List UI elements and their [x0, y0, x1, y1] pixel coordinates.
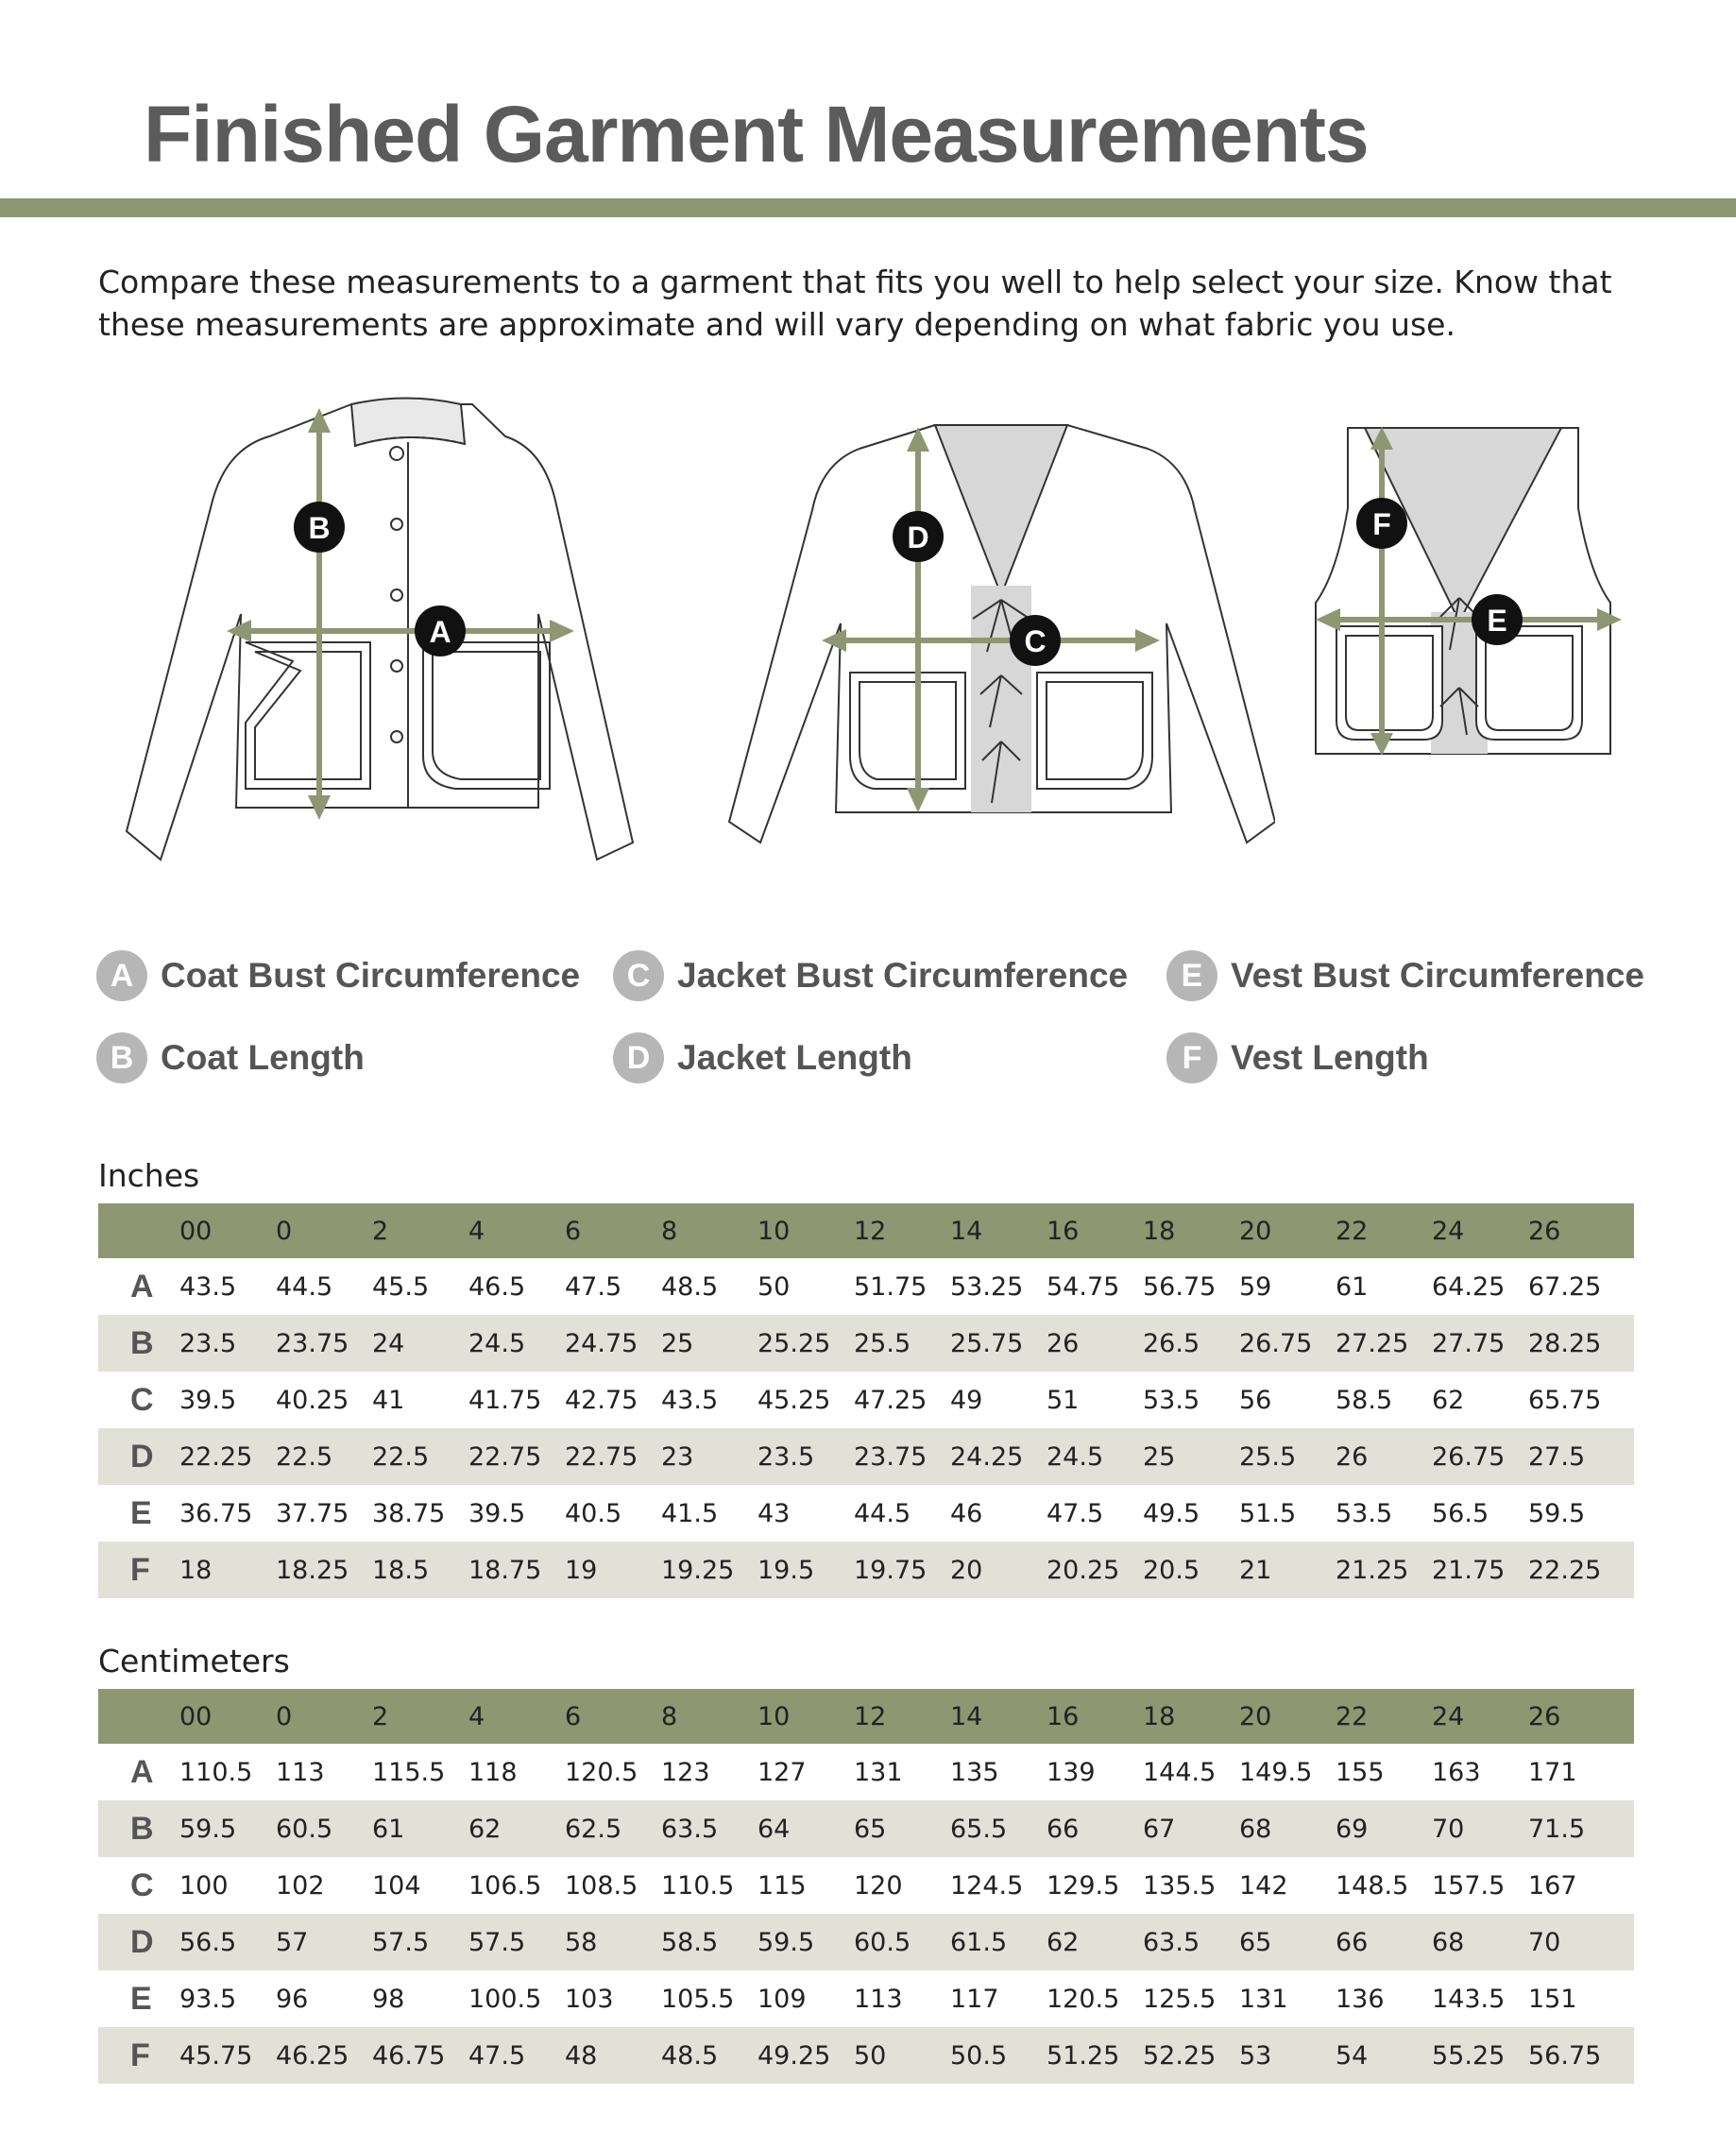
table-cell: 110.5 [661, 1870, 735, 1901]
table-cell: 63.5 [1143, 1927, 1200, 1957]
table-cell: 56.75 [1143, 1271, 1217, 1302]
table-cell: 142 [1239, 1870, 1288, 1901]
table-cell: 58 [565, 1927, 598, 1957]
size-header: 12 [854, 1701, 887, 1731]
table-cell: 65.5 [950, 1814, 1008, 1844]
table-cell: 93.5 [179, 1984, 237, 2014]
legend-item-e [1166, 947, 1644, 1004]
table-cell: 59.5 [757, 1927, 815, 1957]
table-cell: 57 [276, 1927, 309, 1957]
table-cell: 131 [1239, 1984, 1288, 2014]
table-cell: 51.25 [1047, 2040, 1120, 2071]
legend-item-b [96, 1030, 365, 1086]
table-cell: 37.75 [276, 1498, 349, 1528]
size-header: 14 [950, 1216, 983, 1246]
table-cell: 115.5 [372, 1757, 446, 1787]
size-header: 24 [1432, 1701, 1465, 1731]
svg-text:B: B [308, 511, 331, 545]
table-cell: 21 [1239, 1555, 1272, 1585]
table-cell: 25 [1143, 1441, 1176, 1472]
table-cell: 40.5 [565, 1498, 622, 1528]
table-cell: 69 [1336, 1814, 1369, 1844]
table-cell: 20.25 [1047, 1555, 1120, 1585]
intro-line-2: these measurements are approximate and will vary depending on what fabric you use. [98, 306, 1455, 343]
table-cell: 27.25 [1336, 1328, 1409, 1358]
table-cell: 24.5 [1047, 1441, 1104, 1472]
table-row [98, 1258, 1634, 1315]
table-cell: 103 [565, 1984, 614, 2014]
size-header: 10 [757, 1701, 791, 1731]
table-cell: 71.5 [1528, 1814, 1586, 1844]
table-cell: 53.5 [1336, 1498, 1393, 1528]
table-cell: 118 [468, 1757, 518, 1787]
table-cell: 120.5 [565, 1757, 638, 1787]
letter-e-icon: E [1166, 950, 1217, 1001]
table-cell: 23.5 [179, 1328, 237, 1358]
table-cell: 56.5 [1432, 1498, 1489, 1528]
table-cell: 18.75 [468, 1555, 542, 1585]
table-cell: 120.5 [1047, 1984, 1120, 2014]
table-cell: 100 [179, 1870, 229, 1901]
inches-table [98, 1203, 1634, 1598]
table-cell: 19.5 [757, 1555, 815, 1585]
table-cell: 61 [1336, 1271, 1369, 1302]
table-cell: 19.25 [661, 1555, 735, 1585]
size-header: 18 [1143, 1701, 1176, 1731]
table-cell: 18.25 [276, 1555, 349, 1585]
table-cell: 148.5 [1336, 1870, 1409, 1901]
table-cell: 64.25 [1432, 1271, 1506, 1302]
table-cell: 46 [950, 1498, 983, 1528]
table-cell: 139 [1047, 1757, 1096, 1787]
table-row [98, 1315, 1634, 1372]
table-cell: 41.5 [661, 1498, 719, 1528]
table-cell: 49.25 [757, 2040, 831, 2071]
size-header: 16 [1047, 1701, 1080, 1731]
table-cell: 65 [1239, 1927, 1272, 1957]
table-cell: 149.5 [1239, 1757, 1313, 1787]
table-cell: 48.5 [661, 2040, 719, 2071]
measurement-legend [96, 947, 1702, 1089]
legend-label: Jacket Bust Circumference [677, 956, 1129, 995]
table-row [98, 1542, 1634, 1598]
table-row [98, 1428, 1634, 1485]
table-cell: 62.5 [565, 1814, 622, 1844]
table-cell: 43.5 [661, 1385, 719, 1415]
table-cell: 24.5 [468, 1328, 526, 1358]
table-cell: 44.5 [276, 1271, 333, 1302]
jacket-illustration [718, 416, 1275, 869]
table-cell: 113 [276, 1757, 325, 1787]
letter-f-icon: F [1166, 1032, 1217, 1083]
size-header: 4 [468, 1701, 485, 1731]
table-cell: 45.75 [179, 2040, 253, 2071]
table-cell: 27.75 [1432, 1328, 1506, 1358]
table-cell: 43.5 [179, 1271, 237, 1302]
table-cell: 67 [1143, 1814, 1176, 1844]
size-header: 4 [468, 1216, 485, 1246]
table-cell: 22.5 [372, 1441, 430, 1472]
intro-line-1: Compare these measurements to a garment that fits you well to help select your size. Know that [98, 264, 1612, 300]
letter-d-icon: D [613, 1032, 664, 1083]
table-cell: 157.5 [1432, 1870, 1506, 1901]
size-header: 6 [565, 1216, 582, 1246]
row-label: F [130, 2037, 150, 2073]
table-cell: 49 [950, 1385, 983, 1415]
table-row [98, 1372, 1634, 1428]
table-cell: 129.5 [1047, 1870, 1120, 1901]
table-cell: 22.75 [565, 1441, 638, 1472]
table-cell: 23.75 [854, 1441, 928, 1472]
table-cell: 48.5 [661, 1271, 719, 1302]
centimeters-table [98, 1689, 1634, 2084]
table-cell: 144.5 [1143, 1757, 1217, 1787]
size-header: 14 [950, 1701, 983, 1731]
table-cell: 22.75 [468, 1441, 542, 1472]
size-header: 6 [565, 1701, 582, 1731]
table-cell: 96 [276, 1984, 309, 2014]
table-cell: 60.5 [276, 1814, 333, 1844]
table-cell: 123 [661, 1757, 710, 1787]
table-cell: 23 [661, 1441, 694, 1472]
size-header: 18 [1143, 1216, 1176, 1246]
table-cell: 65.75 [1528, 1385, 1602, 1415]
table-row [98, 2027, 1634, 2084]
table-cell: 23.5 [757, 1441, 815, 1472]
table-cell: 54.75 [1047, 1271, 1120, 1302]
table-cell: 60.5 [854, 1927, 911, 1957]
table-cell: 62 [468, 1814, 502, 1844]
marker-b-icon [294, 502, 345, 553]
table-row [98, 1914, 1634, 1970]
table-cell: 22.5 [276, 1441, 333, 1472]
size-header: 00 [179, 1216, 213, 1246]
table-header-row [98, 1203, 1634, 1258]
table-cell: 155 [1336, 1757, 1385, 1787]
table-cell: 66 [1336, 1927, 1369, 1957]
table-cell: 21.75 [1432, 1555, 1506, 1585]
row-label: D [130, 1923, 154, 1960]
table-cell: 167 [1528, 1870, 1577, 1901]
table-cell: 64 [757, 1814, 791, 1844]
svg-text:C: C [1024, 624, 1047, 658]
table-cell: 136 [1336, 1984, 1385, 2014]
table-cell: 38.75 [372, 1498, 446, 1528]
table-cell: 115 [757, 1870, 807, 1901]
row-label: E [130, 1980, 152, 2017]
table-cell: 24 [372, 1328, 405, 1358]
table-cell: 25.5 [854, 1328, 911, 1358]
legend-label: Coat Bust Circumference [161, 956, 581, 995]
table-row [98, 1857, 1634, 1914]
table-cell: 56 [1239, 1385, 1272, 1415]
table-header-row [98, 1689, 1634, 1744]
coat-illustration [113, 387, 680, 878]
table-cell: 53.5 [1143, 1385, 1200, 1415]
table-cell: 171 [1528, 1757, 1577, 1787]
size-header: 00 [179, 1701, 213, 1731]
table-cell: 44.5 [854, 1498, 911, 1528]
table-cell: 40.25 [276, 1385, 349, 1415]
table-cell: 53.25 [950, 1271, 1024, 1302]
table-cell: 48 [565, 2040, 598, 2071]
legend-item-f [1166, 1030, 1429, 1086]
table-cell: 25.25 [757, 1328, 831, 1358]
size-header: 8 [661, 1216, 678, 1246]
table-cell: 54 [1336, 2040, 1369, 2071]
svg-text:A: A [429, 615, 451, 649]
inches-heading: Inches [98, 1157, 200, 1194]
letter-a-icon: A [96, 950, 147, 1001]
intro-paragraph [98, 261, 1647, 346]
title-divider [0, 198, 1736, 217]
table-cell: 22.25 [179, 1441, 253, 1472]
table-cell: 43 [757, 1498, 791, 1528]
table-cell: 143.5 [1432, 1984, 1506, 2014]
table-cell: 55.25 [1432, 2040, 1506, 2071]
table-cell: 61.5 [950, 1927, 1008, 1957]
table-cell: 20.5 [1143, 1555, 1200, 1585]
table-cell: 63.5 [661, 1814, 719, 1844]
table-cell: 26.5 [1143, 1328, 1200, 1358]
table-cell: 151 [1528, 1984, 1577, 2014]
table-cell: 41 [372, 1385, 405, 1415]
table-cell: 135 [950, 1757, 999, 1787]
table-cell: 125.5 [1143, 1984, 1217, 2014]
table-cell: 108.5 [565, 1870, 638, 1901]
table-row [98, 1744, 1634, 1800]
table-cell: 26.75 [1432, 1441, 1506, 1472]
table-cell: 49.5 [1143, 1498, 1200, 1528]
table-cell: 102 [276, 1870, 325, 1901]
row-label: D [130, 1438, 154, 1475]
table-cell: 24.25 [950, 1441, 1024, 1472]
table-cell: 163 [1432, 1757, 1481, 1787]
table-cell: 22.25 [1528, 1555, 1602, 1585]
table-cell: 104 [372, 1870, 421, 1901]
table-cell: 100.5 [468, 1984, 542, 2014]
size-header: 24 [1432, 1216, 1465, 1246]
size-header: 0 [276, 1701, 293, 1731]
size-header: 26 [1528, 1701, 1561, 1731]
table-cell: 70 [1432, 1814, 1465, 1844]
table-cell: 105.5 [661, 1984, 735, 2014]
table-cell: 26 [1047, 1328, 1080, 1358]
size-header: 20 [1239, 1216, 1272, 1246]
table-cell: 127 [757, 1757, 807, 1787]
table-cell: 59.5 [1528, 1498, 1586, 1528]
table-cell: 109 [757, 1984, 807, 2014]
row-label: A [130, 1753, 154, 1790]
table-cell: 62 [1047, 1927, 1080, 1957]
legend-item-a [96, 947, 580, 1004]
table-cell: 36.75 [179, 1498, 253, 1528]
table-cell: 70 [1528, 1927, 1561, 1957]
legend-item-d [613, 1030, 912, 1086]
table-cell: 113 [854, 1984, 903, 2014]
table-cell: 39.5 [179, 1385, 237, 1415]
table-cell: 57.5 [372, 1927, 430, 1957]
legend-label: Jacket Length [677, 1038, 912, 1077]
vest-illustration [1308, 423, 1629, 763]
marker-c-icon [1010, 615, 1061, 666]
table-cell: 110.5 [179, 1757, 253, 1787]
table-cell: 98 [372, 1984, 405, 2014]
table-cell: 51.75 [854, 1271, 928, 1302]
table-cell: 41.75 [468, 1385, 542, 1415]
table-cell: 47.5 [468, 2040, 526, 2071]
table-cell: 25.75 [950, 1328, 1024, 1358]
row-label: C [130, 1867, 154, 1903]
marker-e-icon [1472, 594, 1523, 645]
size-header: 22 [1336, 1216, 1369, 1246]
table-cell: 61 [372, 1814, 405, 1844]
table-cell: 18.5 [372, 1555, 430, 1585]
table-cell: 124.5 [950, 1870, 1024, 1901]
table-cell: 25 [661, 1328, 694, 1358]
table-cell: 18 [179, 1555, 213, 1585]
svg-text:E: E [1487, 604, 1507, 638]
table-cell: 117 [950, 1984, 999, 2014]
marker-a-icon [415, 605, 466, 656]
table-cell: 51 [1047, 1385, 1080, 1415]
table-cell: 65 [854, 1814, 887, 1844]
table-cell: 47.25 [854, 1385, 928, 1415]
legend-item-c [613, 947, 1128, 1004]
table-cell: 53 [1239, 2040, 1272, 2071]
table-cell: 120 [854, 1870, 903, 1901]
table-cell: 47.5 [1047, 1498, 1104, 1528]
size-header: 10 [757, 1216, 791, 1246]
table-cell: 68 [1432, 1927, 1465, 1957]
table-cell: 28.25 [1528, 1328, 1602, 1358]
size-header: 26 [1528, 1216, 1561, 1246]
table-cell: 25.5 [1239, 1441, 1297, 1472]
row-label: B [130, 1324, 154, 1361]
table-cell: 23.75 [276, 1328, 349, 1358]
table-cell: 59 [1239, 1271, 1272, 1302]
table-cell: 46.25 [276, 2040, 349, 2071]
row-label: F [130, 1551, 150, 1588]
size-header: 0 [276, 1216, 293, 1246]
table-cell: 135.5 [1143, 1870, 1217, 1901]
row-label: C [130, 1381, 154, 1418]
legend-label: Vest Length [1231, 1038, 1429, 1077]
centimeters-heading: Centimeters [98, 1643, 290, 1679]
table-cell: 42.75 [565, 1385, 638, 1415]
size-header: 16 [1047, 1216, 1080, 1246]
table-cell: 57.5 [468, 1927, 526, 1957]
size-header: 8 [661, 1701, 678, 1731]
marker-f-icon [1356, 498, 1407, 549]
table-cell: 24.75 [565, 1328, 638, 1358]
size-header: 2 [372, 1216, 389, 1246]
svg-text:D: D [907, 520, 929, 554]
legend-label: Vest Bust Circumference [1231, 956, 1645, 995]
table-cell: 67.25 [1528, 1271, 1602, 1302]
table-cell: 27.5 [1528, 1441, 1586, 1472]
row-label: B [130, 1810, 154, 1847]
table-cell: 20 [950, 1555, 983, 1585]
row-label: E [130, 1494, 152, 1531]
svg-text:F: F [1372, 507, 1391, 541]
marker-d-icon [893, 511, 944, 562]
table-cell: 50.5 [950, 2040, 1008, 2071]
size-header: 12 [854, 1216, 887, 1246]
letter-c-icon: C [613, 950, 664, 1001]
table-cell: 106.5 [468, 1870, 542, 1901]
table-cell: 56.5 [179, 1927, 237, 1957]
table-cell: 19 [565, 1555, 598, 1585]
table-cell: 51.5 [1239, 1498, 1297, 1528]
table-cell: 56.75 [1528, 2040, 1602, 2071]
table-row [98, 1485, 1634, 1542]
table-row [98, 1970, 1634, 2027]
table-cell: 58.5 [661, 1927, 719, 1957]
table-cell: 21.25 [1336, 1555, 1409, 1585]
table-cell: 66 [1047, 1814, 1080, 1844]
table-cell: 50 [757, 1271, 791, 1302]
table-cell: 52.25 [1143, 2040, 1217, 2071]
table-cell: 46.75 [372, 2040, 446, 2071]
table-cell: 50 [854, 2040, 887, 2071]
table-cell: 19.75 [854, 1555, 928, 1585]
table-cell: 39.5 [468, 1498, 526, 1528]
size-header: 22 [1336, 1701, 1369, 1731]
table-cell: 26.75 [1239, 1328, 1313, 1358]
table-cell: 68 [1239, 1814, 1272, 1844]
size-header: 2 [372, 1701, 389, 1731]
legend-label: Coat Length [161, 1038, 365, 1077]
table-cell: 26 [1336, 1441, 1369, 1472]
table-cell: 45.5 [372, 1271, 430, 1302]
table-cell: 47.5 [565, 1271, 622, 1302]
table-cell: 131 [854, 1757, 903, 1787]
page-title: Finished Garment Measurements [144, 90, 1369, 179]
table-cell: 59.5 [179, 1814, 237, 1844]
table-cell: 58.5 [1336, 1385, 1393, 1415]
table-cell: 62 [1432, 1385, 1465, 1415]
size-header: 20 [1239, 1701, 1272, 1731]
row-label: A [130, 1268, 154, 1304]
table-row [98, 1800, 1634, 1857]
table-cell: 45.25 [757, 1385, 831, 1415]
table-cell: 46.5 [468, 1271, 526, 1302]
letter-b-icon: B [96, 1032, 147, 1083]
